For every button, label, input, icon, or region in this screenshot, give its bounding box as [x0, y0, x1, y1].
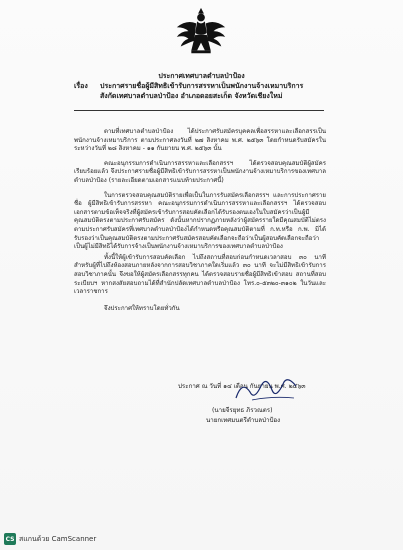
signature-icon — [232, 376, 302, 404]
paragraph-2: คณะอนุกรรมการดำเนินการสรรหาและเลือกสรรฯ ได้ตรวจสอบคุณสมบัติผู้สมัครเรียบร้อยแล้ว จึงประกาศรายชื่อผู้มีสิทธิเข้ารับการสรรหาเป็นพนักงานจ้างเหมาบริการของเทศบาลตำบลป่าป้อง (รายละเอียดตามเอกสารแนบท้ายประกาศนี้) — [74, 159, 326, 184]
paragraph-1: ตามที่เทศบาลตำบลป่าป้อง ได้ประกาศรับสมัครบุคคลเพื่อสรรหาและเลือกสรรเป็นพนักงานจ้างเหมาบริการ ตามประกาศลงวันที่ ๒๗ สิงหาคม พ.ศ. ๒๕๖๓ โดยกำหนดรับสมัครในระหว่างวันที่ ๒๘ สิงหาคม - ๑๑ กันยายน พ.ศ. ๒๕๖๓ นั้น — [74, 128, 326, 153]
camscanner-watermark — [4, 532, 96, 546]
paragraph-3: ในการตรวจสอบคุณสมบัติรายเพื่อเป็นในการรับสมัครเลือกสรรฯ และการประกาศรายชื่อ ผู้มีสิทธิเข้ารับการสรรหา คณะอนุกรรมการดำเนินการสรรหาและเลือกสรรฯ ได้ตรวจสอบเอกสารตามข้อเท็จจริงที่ผู้สมัครเข้ารับการสอบคัดเลือกได้รับรองตนเองในใบสมัครว่าเป็นผู้มีคุณสมบัติตรงตามประกาศรับสมัคร ดังนั้นหากปรากฏภายหลังว่าผู้สมัครรายใดมีคุณสมบัติไม่ตรงตามประกาศรับสมัครที่เทศบาลตำบลป่าป้องได้กำหนดหรือคุณสมบัติตามที่ ก.ท.หรือ ก.พ. มิได้รับรองว่าเป็นคุณสมบัติตรงตามประกาศรับสมัครสอบคัดเลือกจะถือว่าเป็นผู้สอบคัดเลือกจะถือว่าเป็นผู้ไม่มีสิทธิได้รับการจ้างเป็นพนักงานจ้างเหมาบริการของเทศบาลตำบลป่าป้อง — [74, 191, 326, 251]
announcement-date: ประกาศ ณ วันที่ ๑๔ เดือน กันยายน พ.ศ. ๒๕๖๓ — [178, 383, 306, 390]
camscanner-logo-icon: CS — [4, 533, 16, 545]
divider — [74, 110, 324, 111]
body-text — [74, 128, 326, 313]
subject-line-2: สังกัดเทศบาลตำบลป่าป้อง อำเภอดอยสะเก็ด จังหวัดเชียงใหม่ — [100, 92, 283, 100]
subject-line-1: ประกาศรายชื่อผู้มีสิทธิเข้ารับการสรรหาเป็นพนักงานจ้างเหมาบริการ — [100, 82, 304, 90]
subject-prefix: เรื่อง — [74, 82, 88, 90]
camscanner-label: สแกนด้วย CamScanner — [19, 534, 97, 543]
signer-title: นายกเทศมนตรีตำบลป่าป้อง — [206, 417, 281, 424]
garuda-emblem-icon — [172, 4, 230, 62]
org-heading: ประกาศเทศบาลตำบลป่าป้อง — [158, 72, 245, 80]
closing-line: จึงประกาศให้ทราบโดยทั่วกัน — [104, 304, 180, 312]
signer-name: (นายจีรยุทธ ภิรวณตร) — [212, 407, 273, 414]
paragraph-4: ทั้งนี้ให้ผู้เข้ารับการสอบคัดเลือก ไปถึงสถานที่สอบก่อนกำหนดเวลาสอบ ๓๐ นาที สำหรับผู้ที่ไปถึงห้องสอบภายหลังจากการสอบวิชาภาคใดเริ่มแล้ว ๓๐ นาที จะไม่มีสิทธิเข้ารับการสอบวิชาภาคนั้น จึงขอให้ผู้สมัครเลือกสรรทุกคน ได้ตรวจสอบรายชื่อผู้มีสิทธิเข้าสอบ สถานที่สอบ ระเบียบฯ หากสงสัยสอบถามได้ที่สำนักปลัดเทศบาลตำบลป่าป้อง โทร.๐-๕๓๒๐-๓๑๐๒ ในวันและเวลาราชการ — [74, 253, 326, 296]
